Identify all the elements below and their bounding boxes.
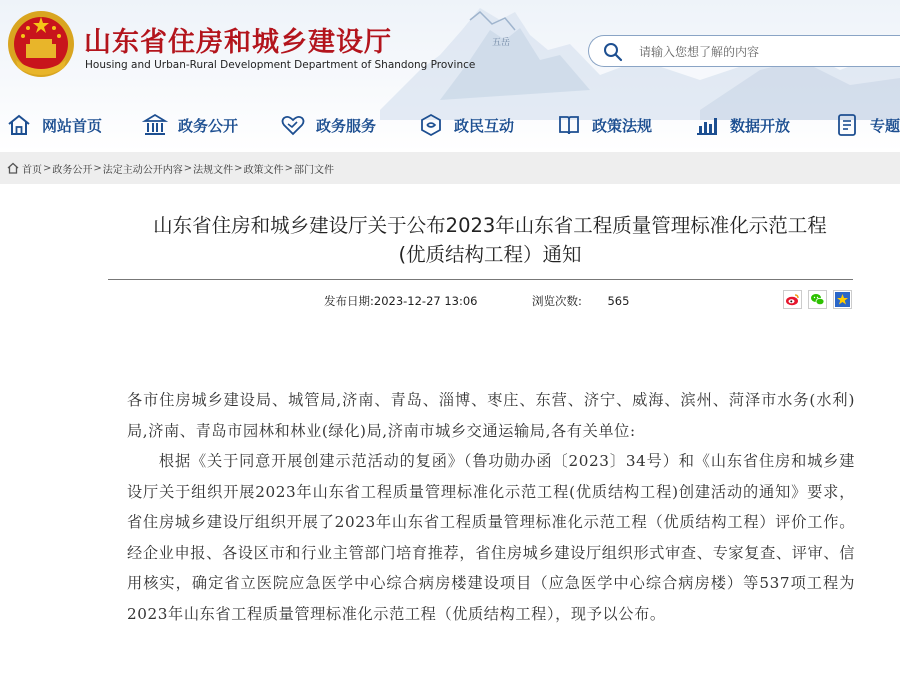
weibo-icon xyxy=(785,292,800,307)
topic-document-icon xyxy=(834,112,860,138)
article-title-line2: (优质结构工程）通知 xyxy=(398,243,582,266)
nav-item-government-services[interactable] xyxy=(280,108,376,142)
nav-label: 政务服务 xyxy=(316,116,377,135)
breadcrumb-separator: > xyxy=(43,162,52,174)
heart-handshake-icon xyxy=(280,112,306,138)
nav-item-topics[interactable] xyxy=(834,108,900,142)
favorite-star-icon xyxy=(835,292,850,307)
interaction-icon xyxy=(418,112,444,138)
site-title: 山东省住房和城乡建设厅 xyxy=(84,27,392,58)
data-chart-icon xyxy=(694,112,720,138)
nav-item-open-data[interactable] xyxy=(694,108,790,142)
government-building-icon xyxy=(142,112,168,138)
nav-item-public-interaction[interactable] xyxy=(418,108,514,142)
breadcrumb-separator: > xyxy=(183,162,193,174)
national-emblem-logo xyxy=(6,8,76,80)
breadcrumb-link-government-affairs[interactable]: 政务公开 xyxy=(52,164,93,176)
search-input[interactable] xyxy=(637,40,891,64)
title-divider xyxy=(108,279,853,280)
breadcrumb-link-department-docs[interactable]: 部门文件 xyxy=(293,164,334,176)
share-favorite-button[interactable] xyxy=(833,290,852,309)
nav-item-home[interactable] xyxy=(6,108,102,142)
home-icon xyxy=(6,112,32,138)
article-paragraph-content: 根据《关于同意开展创建示范活动的复函》（鲁功勋办函〔2023〕34号）和《山东省住房和城乡建设厅关于组织开展2023年山东省工程质量管理标准化示范工程(优质结构工程)创建活动的通知》要求，省住房城乡建设厅组织开展了2023年山东省工程质量管理标准化示范工程（优质结构工程）评价工作。经企业申报、各设区市和行业主管部门培育推荐，省住房城乡建设厅组织形式审查、专家复查、评审、信用核实，确定省立医院应急医学中心综合病房楼建设项目（应急医学中心综合病房楼）等537项工程为2023年山东省工程质量管理标准化示范工程（优质结构工程），现予以公布。 xyxy=(127,452,855,623)
nav-item-policies-regulations[interactable] xyxy=(556,108,652,142)
view-count-label: 浏览次数: xyxy=(532,294,582,308)
article-body xyxy=(127,385,855,629)
share-wechat-button[interactable] xyxy=(808,290,827,309)
nav-label: 网站首页 xyxy=(42,116,103,135)
breadcrumb-separator: > xyxy=(284,162,293,174)
nav-item-government-affairs[interactable] xyxy=(142,108,238,142)
breadcrumb-separator: > xyxy=(234,162,243,174)
nav-label: 政务公开 xyxy=(178,116,239,135)
site-subtitle: Housing and Urban-Rural Development Department of Shandong Province xyxy=(85,59,476,71)
nav-label: 政民互动 xyxy=(454,116,515,135)
nav-label: 专题 xyxy=(870,116,900,135)
article-title-line1: 山东省住房和城乡建设厅关于公布2023年山东省工程质量管理标准化示范工程 xyxy=(153,214,827,237)
breadcrumb-link-policy-docs[interactable]: 政策文件 xyxy=(243,164,284,176)
breadcrumb-link-regulation-docs[interactable]: 法规文件 xyxy=(193,164,234,176)
breadcrumb-home-icon xyxy=(7,162,19,174)
breadcrumb-link-statutory-content[interactable]: 法定主动公开内容 xyxy=(102,164,183,176)
wechat-icon xyxy=(810,292,825,307)
nav-label: 政策法规 xyxy=(592,116,653,135)
search-box[interactable] xyxy=(588,35,900,67)
share-weibo-button[interactable] xyxy=(783,290,802,309)
seal-text: 五岳 xyxy=(492,38,511,48)
publish-date: 发布日期:2023-12-27 13:06 xyxy=(324,294,478,308)
breadcrumb-link-home[interactable]: 首页 xyxy=(22,164,42,176)
main-nav xyxy=(0,108,900,144)
article-meta xyxy=(324,293,630,309)
breadcrumb xyxy=(0,152,900,184)
site-header xyxy=(0,0,900,152)
view-count-value: 565 xyxy=(607,294,630,308)
view-count xyxy=(532,293,629,309)
policy-book-icon xyxy=(556,112,582,138)
breadcrumb-separator: > xyxy=(93,162,102,174)
article-paragraph-addressees: 各市住房城乡建设局、城管局,济南、青岛、淄博、枣庄、东营、济宁、威海、滨州、菏泽市水务(水利)局,济南、青岛市园林和林业(绿化)局,济南市城乡交通运输局,各有关单位: xyxy=(127,391,855,440)
share-buttons xyxy=(783,290,852,309)
nav-label: 数据开放 xyxy=(730,116,791,135)
article-title xyxy=(100,211,880,269)
search-icon[interactable] xyxy=(603,42,623,62)
